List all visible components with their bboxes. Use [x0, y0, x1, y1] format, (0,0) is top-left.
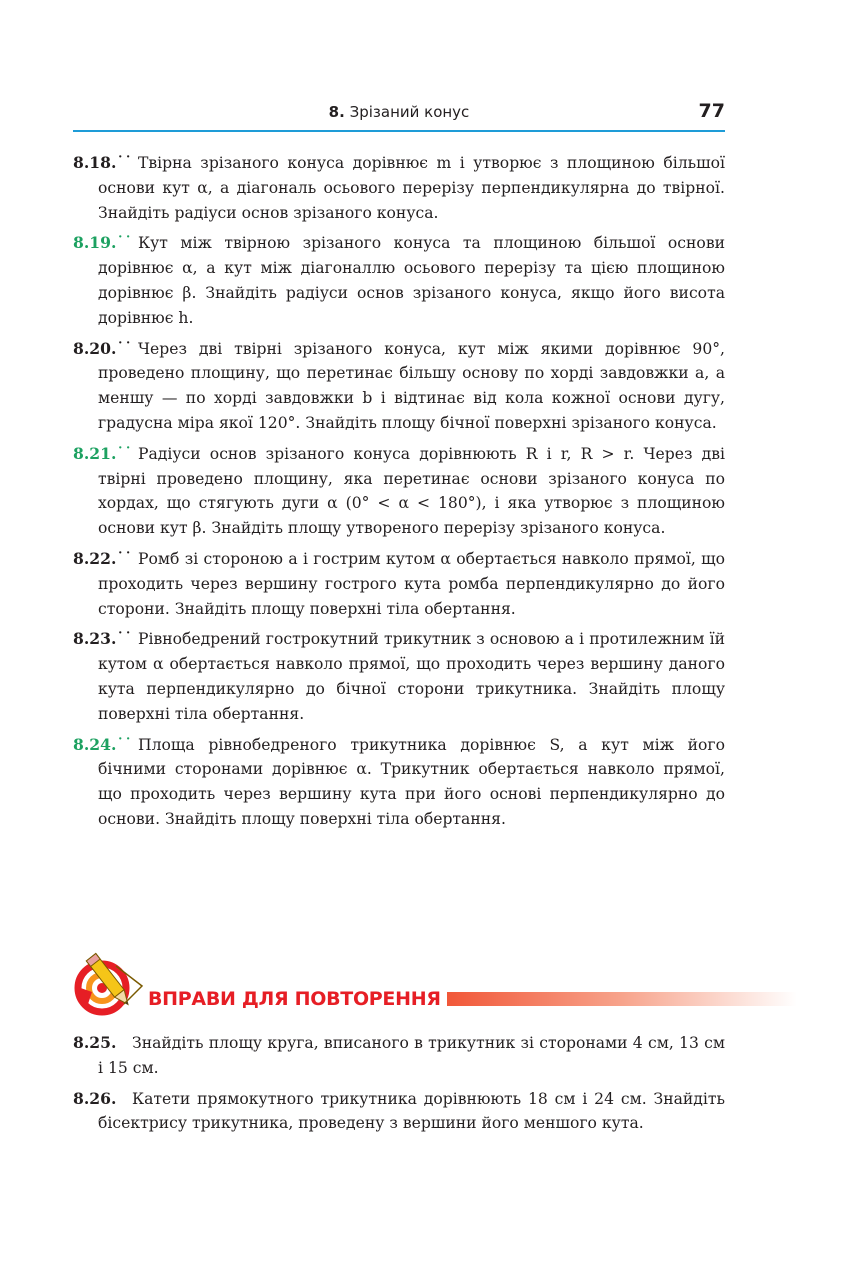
problem-text: Радіуси основ зрізаного конуса дорівнюють R і r, R > r. Через дві твірні проведено площину, яка перетинає основи зрізаного конуса по хордах, що стягують дуги α (0° < α < 180°), і яка утворює з площиною основи кут β. Знайдіть площу утвореного перерізу зрізаного конуса. [98, 444, 725, 538]
problem-8-22 [73, 547, 725, 621]
problem-list [73, 151, 725, 838]
problem-text: Площа рівнобедреного трикутника дорівнює S, а кут між його бічними сторонами дорівнює α. Трикутник обертається навколо прямої, що проходить через вершину кута при його основі перпендикулярно до основи. Знайдіть площу поверхні тіла обертання. [98, 735, 725, 828]
problem-8-21 [73, 442, 725, 541]
problem-8-23 [73, 627, 725, 726]
problem-text: Твірна зрізаного конуса дорівнює m і утворює з площиною більшої основи кут α, а діагональ осьового перерізу перпендикулярна до твірної. Знайдіть радіуси основ зрізаного конуса. [98, 154, 725, 222]
review-problem-list [73, 1031, 725, 1142]
problem-text: Ромб зі стороною a і гострим кутом α обертається навколо прямої, що проходить через вершину гострого кута ромба перпендикулярно до його сторони. Знайдіть площу поверхні тіла обертання. [98, 549, 725, 618]
chapter-name: Зрізаний конус [349, 103, 470, 121]
problem-number: 8.24.˙˙ [73, 734, 133, 754]
running-header [73, 100, 725, 132]
problem-text: Знайдіть площу круга, вписаного в трикутник зі сторонами 4 см, 13 см і 15 см. [98, 1034, 725, 1077]
problem-8-24 [73, 733, 725, 832]
problem-8-19 [73, 231, 725, 330]
chapter-title [73, 103, 725, 121]
problem-number: 8.22.˙˙ [73, 548, 133, 568]
problem-number: 8.18.˙˙ [73, 153, 133, 172]
problem-text: Катети прямокутного трикутника дорівнюють 18 см і 24 см. Знайдіть бісектрису трикутника, проведену з вершини його меншого кута. [98, 1089, 725, 1133]
section-title: ВПРАВИ ДЛЯ ПОВТОРЕННЯ [148, 988, 447, 1010]
problem-number: 8.20.˙˙ [73, 338, 133, 358]
chapter-number: 8. [328, 103, 345, 121]
problem-number: 8.21.˙˙ [73, 443, 133, 463]
page-number: 77 [698, 100, 725, 122]
problem-8-20 [73, 337, 725, 436]
problem-text: Кут між твірною зрізаного конуса та площиною більшої основи дорівнює α, а кут між діагоналлю осьового перерізу та цією площиною дорівнює β. Знайдіть радіуси основ зрізаного конуса, якщо його висота дорівнює h. [98, 234, 725, 327]
problem-8-26 [73, 1087, 725, 1137]
problem-8-18 [73, 151, 725, 225]
section-banner [72, 948, 732, 1018]
problem-8-25 [73, 1031, 725, 1081]
problem-number: 8.19.˙˙ [73, 233, 133, 253]
problem-number: 8.25. [73, 1033, 117, 1052]
pencil-target-icon [72, 948, 152, 1018]
problem-text: Через дві твірні зрізаного конуса, кут між якими дорівнює 90°, проведено площину, що перетинає більшу основу по хорді завдовжки a, а меншу — по хорді завдовжки b і відтинає від кола кожної основи дугу, градусна міра якої 120°. Знайдіть площу бічної поверхні зрізаного конуса. [98, 339, 725, 432]
problem-text: Рівнобедрений гострокутний трикутник з основою a і протилежним їй кутом α обертається навколо прямої, що проходить через вершину даного кута перпендикулярно до бічної сторони трикутника. Знайдіть площу поверхні тіла обертання. [98, 630, 725, 723]
problem-number: 8.23.˙˙ [73, 629, 133, 649]
problem-number: 8.26. [73, 1088, 117, 1108]
